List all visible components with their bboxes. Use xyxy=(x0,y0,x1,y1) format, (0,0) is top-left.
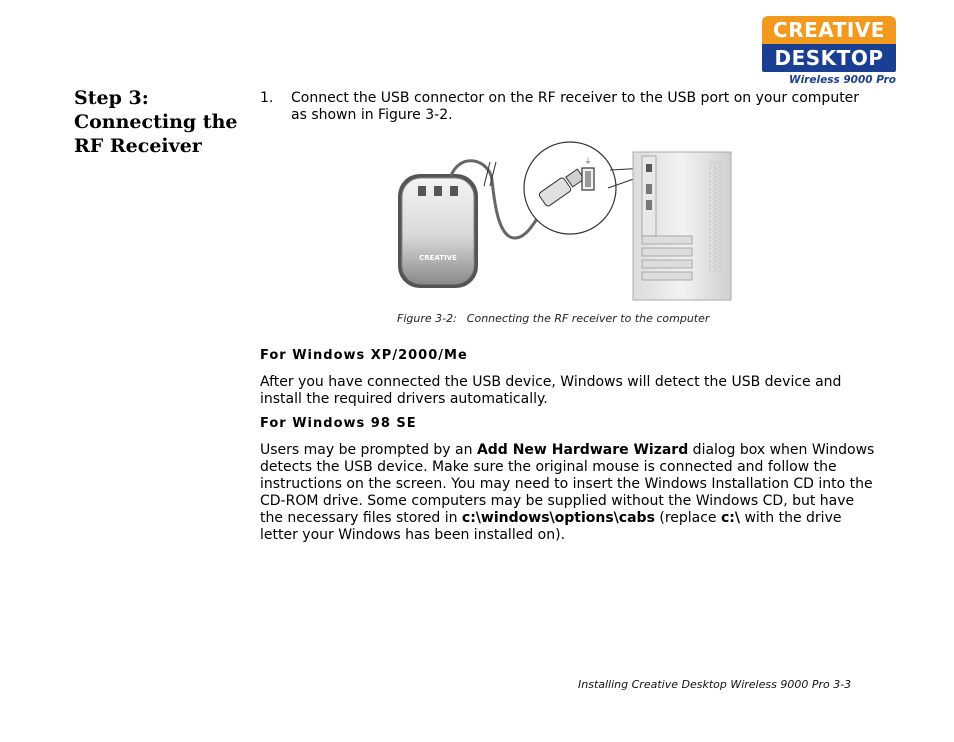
instruction-item xyxy=(260,90,860,124)
figure-caption-text: Connecting the RF receiver to the computer xyxy=(466,312,710,325)
win98-text-2: dialog box when Windows detects the USB device. Make sure the original mouse is connected and follow the instructions on the screen. You may need to insert the Windows Installation CD into the CD-ROM drive. Some computers may be supplied without the Windows CD, but have the necessary files stored in xyxy=(260,442,875,526)
logo-product-text: DESKTOP xyxy=(774,46,884,70)
logo-product-band xyxy=(762,44,896,72)
figure-caption xyxy=(397,312,709,325)
creative-desktop-logo xyxy=(762,16,896,86)
step-title-line1: Step 3: xyxy=(74,87,149,109)
section-heading-windows-xp: For Windows XP/2000/Me xyxy=(260,348,468,363)
logo-brand-band xyxy=(762,16,896,44)
section-body-windows-xp: After you have connected the USB device, Windows will detect the USB device and install the required drivers automatically. xyxy=(260,374,842,407)
drive-letter-text: c:\ xyxy=(721,510,741,526)
win98-text-4: with the drive letter your Windows has been installed on). xyxy=(260,510,842,543)
usb-port-zoom-circle xyxy=(524,142,616,234)
section-body-windows-98 xyxy=(260,442,875,544)
computer-tower xyxy=(633,152,731,300)
logo-brand-text: CREATIVE xyxy=(773,18,885,42)
instruction-number: 1. xyxy=(260,90,274,106)
receiver-brand-label: CREATIVE xyxy=(419,254,457,262)
step-title-line3: RF Receiver xyxy=(74,135,202,157)
cabs-path-text: c:\windows\options\cabs xyxy=(461,510,655,526)
step-title-line2: Connecting the xyxy=(74,111,238,133)
usb-symbol-icon: ⏚ xyxy=(584,157,592,166)
section-heading-windows-98: For Windows 98 SE xyxy=(260,416,417,431)
instruction-text: Connect the USB connector on the RF receiver to the USB port on your computer as shown in Figure 3-2. xyxy=(291,90,860,123)
win98-text-1: Users may be prompted by an xyxy=(260,442,477,458)
figure-usb-connection-illustration xyxy=(390,140,732,302)
logo-subtitle: Wireless 9000 Pro xyxy=(789,74,896,86)
add-new-hardware-wizard-text: Add New Hardware Wizard xyxy=(476,442,689,458)
step-title xyxy=(74,86,249,158)
rf-receiver-device xyxy=(398,174,478,288)
win98-text-3: (replace xyxy=(654,510,721,526)
figure-label: Figure 3-2: xyxy=(397,312,457,325)
page-footer: Installing Creative Desktop Wireless 9000 Pro 3-3 xyxy=(578,678,852,691)
